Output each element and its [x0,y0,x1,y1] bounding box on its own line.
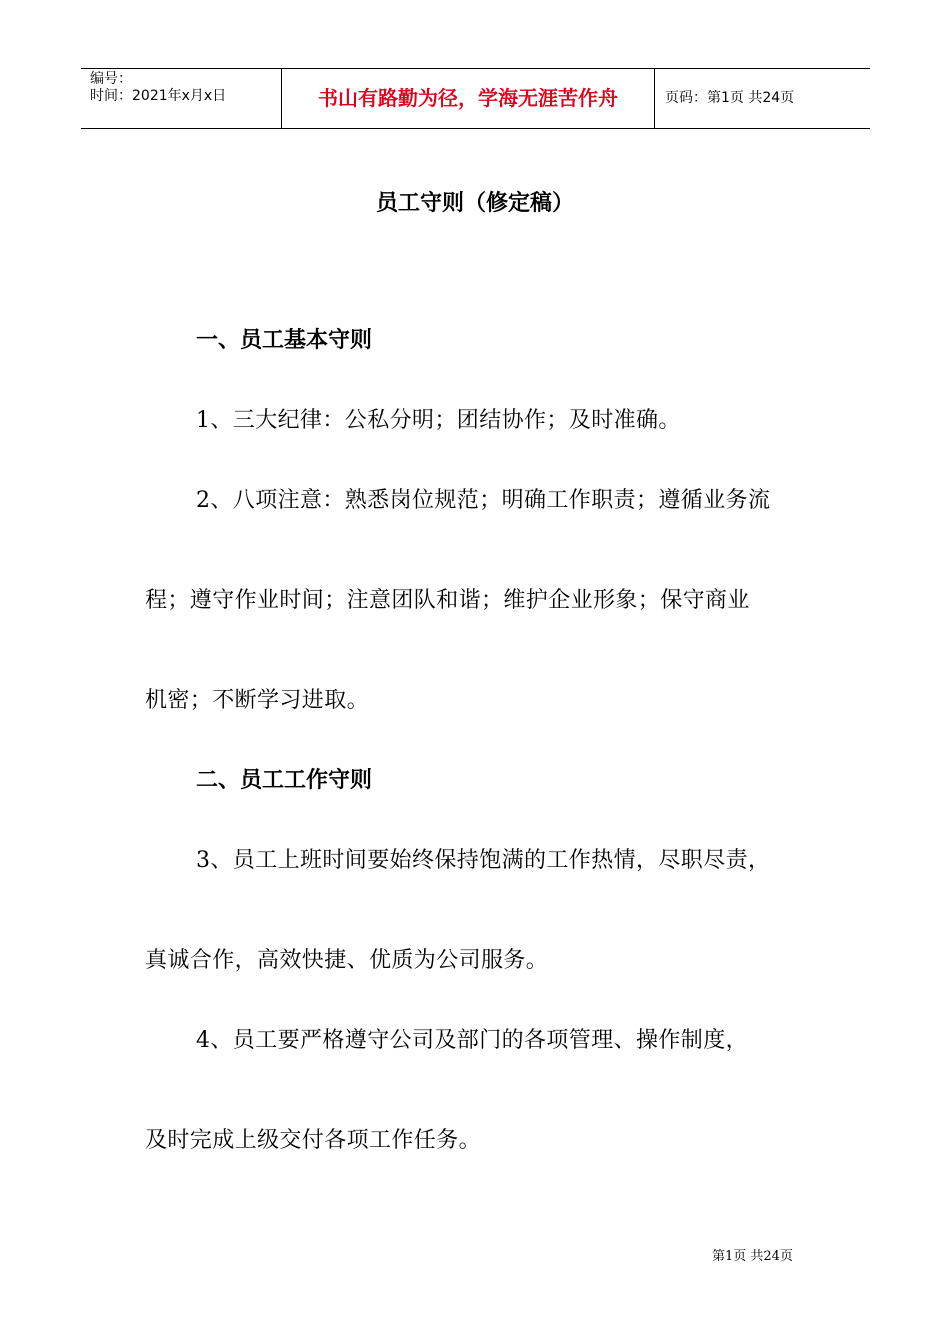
header-meta [81,69,282,128]
rule-3-line-1: 3、员工上班时间要始终保持饱满的工作热情，尽职尽责， [196,848,771,873]
section-heading-work-rules: 二、员工工作守则 [196,768,373,793]
header-page-info: 页码：第1页 共24页 [665,90,795,106]
rule-3-line-2: 真诚合作，高效快捷、优质为公司服务。 [145,948,549,973]
rule-2-line-2: 程；遵守作业时间；注意团队和谐；维护企业形象；保守商业 [145,588,750,613]
rule-1: 1、三大纪律：公私分明；团结协作；及时准确。 [196,408,681,433]
document-title: 员工守则（修定稿） [375,191,574,216]
rule-4-line-1: 4、员工要严格遵守公司及部门的各项管理、操作制度， [196,1028,748,1053]
page-header [81,68,870,129]
document-date: 时间：2021年x月x日 [90,88,227,104]
rule-2-line-1: 2、八项注意：熟悉岗位规范；明确工作职责；遵循业务流 [196,488,771,513]
document-number-label: 编号： [90,71,132,87]
rule-2-line-3: 机密；不断学习进取。 [145,688,370,713]
rule-4-line-2: 及时完成上级交付各项工作任务。 [145,1128,482,1153]
header-motto: 书山有路勤为径，学海无涯苦作舟 [282,69,655,128]
section-heading-basic-rules: 一、员工基本守则 [196,328,373,353]
page-footer: 第1页 共24页 [712,1249,793,1264]
